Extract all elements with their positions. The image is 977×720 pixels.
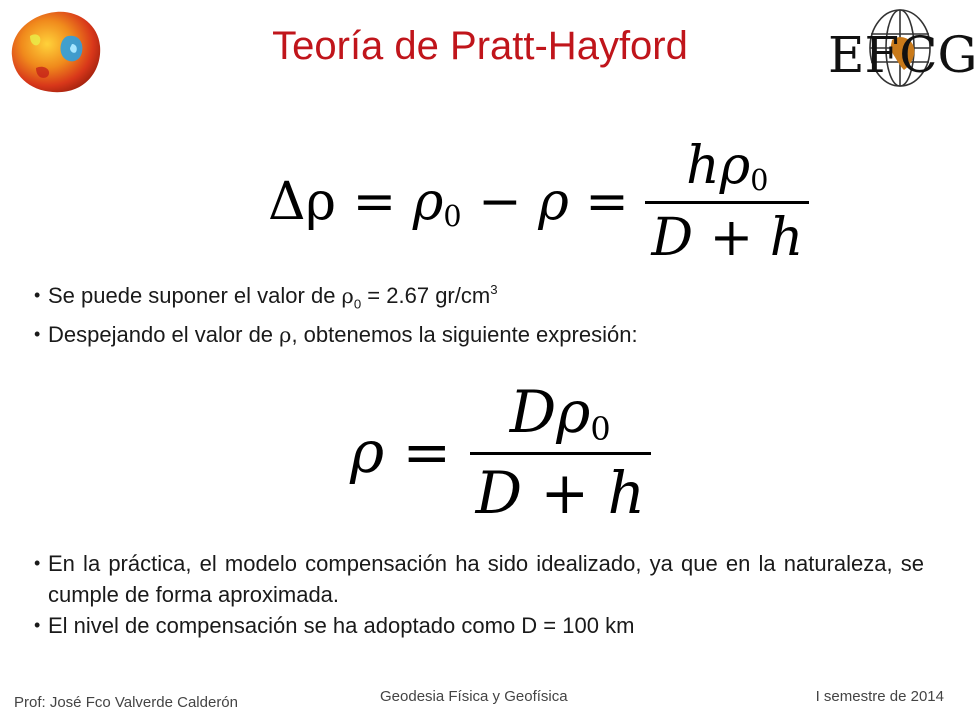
eq1-rho: ρ — [538, 172, 569, 233]
unit-superscript: 3 — [490, 281, 498, 297]
eq1-equals-2: = — [585, 172, 629, 233]
eq1-equals-1: = — [352, 172, 397, 233]
eq1-numerator: hρ — [686, 136, 751, 196]
slide-title: Teoría de Pratt-Hayford — [272, 24, 688, 68]
footer-course: Geodesia Física y Geofísica — [380, 688, 568, 705]
eq1-fraction — [645, 136, 809, 268]
bullet-item: • En la práctica, el modelo compensación ha sido idealizado, ya que en la naturaleza, se cumple de forma aproximada. — [36, 548, 924, 610]
bullet-text: , obtenemos la siguiente expresión: — [291, 322, 638, 348]
eq2-numerator-sub: 0 — [590, 409, 611, 448]
bullet-text: Se puede suponer el valor de — [48, 283, 342, 308]
eq1-denominator: D + h — [645, 201, 809, 268]
eq2-fraction — [470, 378, 651, 527]
eq1-numerator-sub: 0 — [750, 163, 769, 198]
logo-text: EFCG — [828, 26, 977, 84]
bullet-item: • El nivel de compensación se ha adoptado como D = 100 km — [36, 610, 924, 641]
equation-density — [350, 378, 651, 527]
eq2-equals: = — [402, 418, 452, 487]
eq1-lhs: Δρ — [268, 172, 337, 233]
bullet-text: = 2.67 gr/cm — [361, 283, 491, 308]
equation-density-anomaly — [268, 136, 809, 268]
rho-subscript: 0 — [353, 296, 362, 312]
bullet-item — [36, 280, 924, 319]
eq1-rho0-sub: 0 — [443, 198, 462, 233]
eq2-denominator: D + h — [470, 452, 651, 527]
eq2-numerator: Dρ — [509, 378, 591, 446]
eq1-minus: − — [478, 172, 522, 233]
bullet-list-top — [36, 280, 924, 351]
eq2-lhs: ρ — [350, 418, 385, 487]
efcg-logo — [828, 4, 977, 100]
rho-symbol: ρ — [341, 284, 354, 308]
eq1-rho0: ρ — [412, 171, 444, 232]
bullet-text: Despejando el valor de — [48, 322, 280, 348]
geoid-globe-icon — [6, 6, 106, 96]
footer-semester: I semestre de 2014 — [815, 688, 944, 705]
bullet-item — [36, 319, 924, 351]
rho-symbol: ρ — [279, 323, 292, 348]
footer-author: Prof: José Fco Valverde Calderón — [14, 694, 238, 711]
bullet-list-bottom — [36, 548, 924, 641]
